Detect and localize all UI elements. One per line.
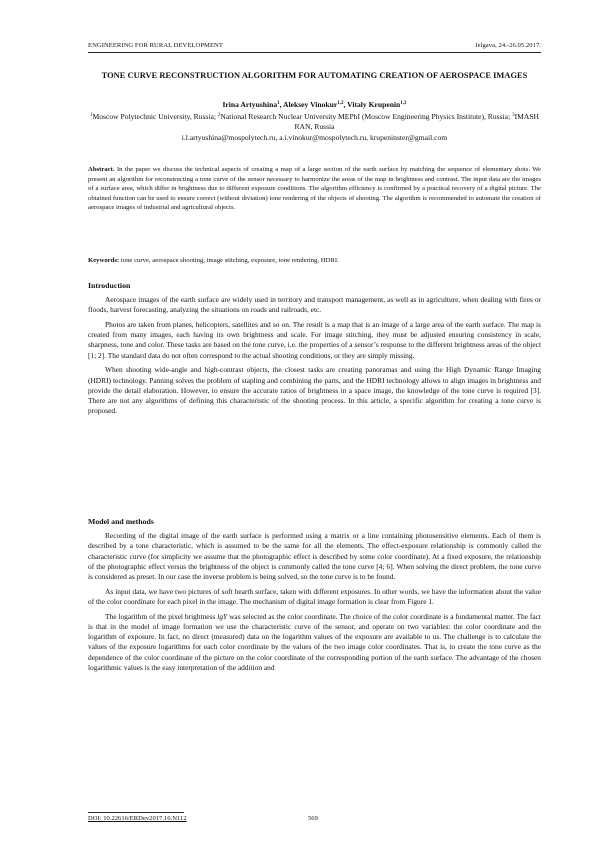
abstract-label: Abstract. <box>88 166 115 173</box>
doi-link[interactable]: DOI: 10.22616/ERDev2017.16.N112 <box>88 815 187 822</box>
paragraph: Aerospace images of the earth surface are widely used in territory and transport management, as well as in agriculture, when dealing with fires or floods, harvest forecasting, analyzing the situations on roads and railroads, etc. <box>88 295 541 315</box>
section-heading-introduction: Introduction <box>88 281 131 290</box>
author-name: Aleksey Vinokur <box>283 100 338 109</box>
abstract-text: In the paper we discuss the technical aspects of creating a map of a large section of the earth surface by matching the sequence of elementary shots. We present an algorithm for reconstructing a tone curve of the sensor necessary to harmonize the areas of the map in brightness and contrast. The input data are the images of a surface area, which differ in brightness due to different exposure conditions. The algorithm efficiency is confirmed by a practical recovery of a digital picture. The obtained function can be used to ensure correct (without diviation) tone rendering of the objects of shooting. The algorithm is recommended to automate the creation of aerospace images of industrial and agricultural objects. <box>88 166 542 212</box>
running-header <box>88 42 541 49</box>
abstract <box>88 165 541 213</box>
conference-venue: Jelgava, 24.-26.05.2017. <box>474 42 541 49</box>
author-affiliation-mark: 1 <box>277 101 280 107</box>
author-affiliation-mark: 1,2 <box>337 101 344 107</box>
math-variable: lgY <box>217 611 228 621</box>
paragraph: Photos are taken from planes, helicopters, satellites and so on. The result is a map that is an image of a large area of the earth surface. The map is created from many images, each having its own brightness and scale. For image stitching, they must be adjusted ensuring consistency in scale, sharpness, tone and color. These tasks are based on the tone curve, i.e. the properties of a sensor’s response to the different brightness areas of the object [1; 2]. The standard data do not often correspond to the actual shooting conditions, or they are simply missing. <box>88 319 541 360</box>
affiliations: $^1$Moscow Polytechnic University, Russia; $^2$National Research Nuclear University MEPhI (Moscow Engineering Physics Institute), Russia; $^3$IMASH RAN, Russia i.l.artyushina@mospolytech.ru, a.i.vinokur@mospolytech.ru, krupeninster@gmail.com <box>89 111 540 142</box>
paragraph: The logarithm of the pixel brightness lgY was selected as the color coordinate. The choice of the color coordinate is a fundamental matter. The fact is that in the model of image formation we use the characteristic curve of the sensor, and operate on two variables: the color coordinate and the logarithm of exposure. In fact, no direct (measured) data on the logarithm values of the exposure are available to us. The challenge is to calculate the values of the exposure logarithms for each color coordinate by the values of the two image color coordinates. That is, to create the tone curve as the dependence of the color coordinate of the picture on the color coordinate of the corresponding portion of the earth surface. The advantage of the chosen logarithmic values is the easy interpretation of the addition and <box>88 611 541 672</box>
paragraph: When shooting wide-angle and high-contrast objects, the closest tasks are creating panoramas and using the High Dynamic Range Imaging (HDRI) technology. Panning solves the problem of stapling and combining the parts, and the HDRI technology allows to align images in brightness and provide the detail elaboration. However, to ensure the accurate ratios of brightness in a space image, the knowledge of the tone curve is required [3]. There are not any algorithms of defining this characteristic of the shooting process. In this article, a specific algorithm for creating a tone curve is proposed. <box>88 365 541 416</box>
model-methods-body <box>88 531 541 677</box>
paper-title: TONE CURVE RECONSTRUCTION ALGORITHM FOR AUTOMATING CREATION OF AEROSPACE IMAGES <box>101 71 528 80</box>
author-affiliation-mark: 1,3 <box>400 101 407 107</box>
paragraph: Recording of the digital image of the earth surface is performed using a matrix or a line containing photosensitive elements. Each of them is described by a tone characteristic, which is assumed to be the same for all the elements. The effect-exposure relationship is commonly called the characteristic curve (for simplicity we assume that the photographic effect is described by some color coordinate). At a fixed exposure, the relationship of the photographic effect versus the brightness of the object is commonly called the tone curve [4; 6]. When solving the direct problem, the tone curve is considered as preset. In our case the inverse problem is being solved, so the tone curve is to be found. <box>88 531 541 581</box>
section-heading-model-and-methods: Model and methods <box>88 517 154 526</box>
author-name: Irina Artyushina <box>222 100 278 109</box>
keywords-text: tone curve, aerospace shooting, image stitching, exposure, tone rendering, HDRI. <box>120 257 339 264</box>
affiliation-3: IMASH RAN, Russia <box>294 111 540 132</box>
keywords <box>88 256 541 266</box>
footer-rule <box>88 812 184 813</box>
page-number: 569 <box>308 815 318 822</box>
introduction-body <box>88 295 541 421</box>
author-name: Vitaly Krupenin <box>347 100 401 109</box>
affiliation-1: Moscow Polytechnic University, Russia; <box>92 111 218 121</box>
header-rule <box>88 52 541 53</box>
affiliation-2: National Research Nuclear University MEPhI (Moscow Engineering Physics Institute), Russia; <box>220 111 513 121</box>
journal-name: ENGINEERING FOR RURAL DEVELOPMENT <box>88 42 223 49</box>
keywords-label: Keywords: <box>88 257 120 264</box>
paragraph: As input data, we have two pictures of soft hearth surface, taken with different exposures. In other words, we have the information about the value of the color coordinate for each pixel in the image. The mechanism of digital image formation is clear from Figure 1. <box>88 586 541 606</box>
author-emails: i.l.artyushina@mospolytech.ru, a.i.vinokur@mospolytech.ru, krupeninster@gmail.com <box>181 132 448 142</box>
author-list: Irina Artyushina$^1$, Aleksey Vinokur$^{1,2}$, Vitaly Krupenin$^{1,3}$ <box>222 100 407 109</box>
